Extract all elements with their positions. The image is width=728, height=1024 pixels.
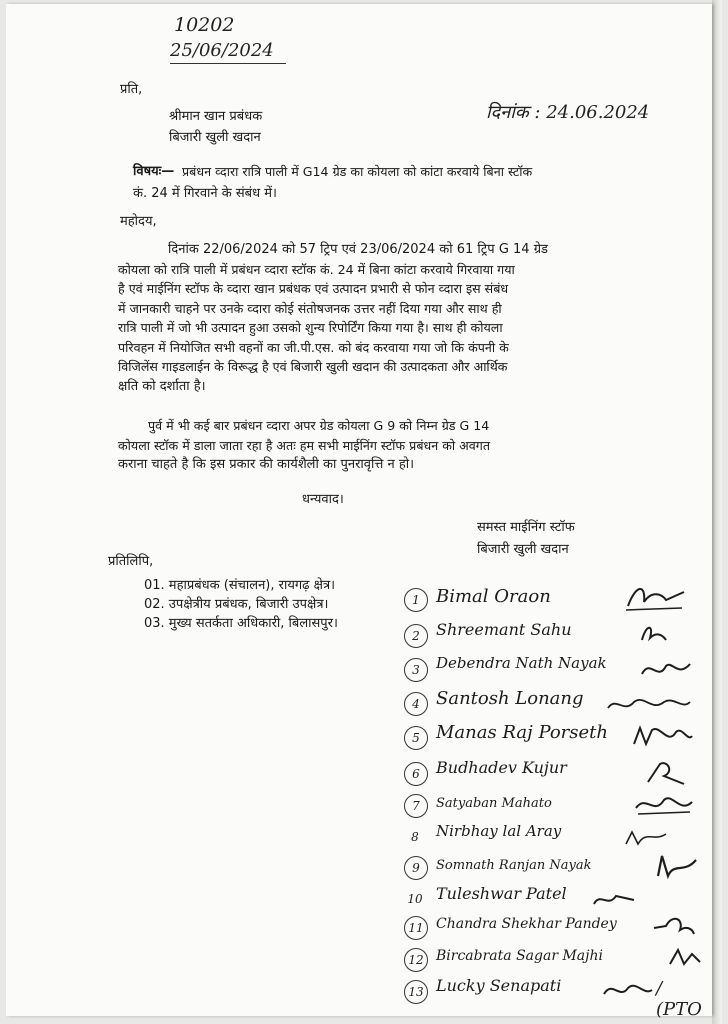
- page-edge-shadow: [712, 0, 722, 1024]
- para1-line: परिवहन में नियोजित सभी वहनों का जी.पी.एस. को बंद करवाया गया जो कि कंपनी के: [118, 339, 509, 355]
- signatory-row: [404, 722, 704, 756]
- signatory-row: [404, 654, 704, 688]
- signatory-number: 3: [404, 658, 428, 682]
- signatory-row: [404, 976, 704, 1020]
- signatory-row: [404, 688, 704, 722]
- copy-to-item: 01. महाप्रबंधक (संचालन), रायगढ़ क्षेत्र।: [144, 578, 336, 593]
- signatory-row: [404, 620, 704, 654]
- signatory-number: 4: [404, 692, 428, 716]
- sender-line-2: बिजारी खुली खदान: [477, 542, 569, 557]
- signatory-number: 11: [404, 916, 428, 940]
- signature-scribble-icon: [604, 690, 694, 720]
- subject-label: विषयः—: [133, 164, 175, 179]
- para1-line: दिनांक 22/06/2024 को 57 ट्रिप एवं 23/06/2024 को 61 ट्रिप G 14 ग्रेड: [168, 242, 548, 257]
- para2-line: कराना चाहते है कि इस प्रकार की कार्यशैली का पुनरावृत्ति न हो।: [118, 457, 415, 472]
- signatory-number: 2: [404, 624, 428, 648]
- signatory-name: Tuleshwar Patel: [436, 884, 567, 903]
- signature-scribble-icon: [644, 758, 692, 790]
- para2-line: पुर्व में भी कई बार प्रबंधन व्दारा अपर ग्रेड कोयला G 9 को निम्न ग्रेड G 14: [148, 418, 490, 433]
- reference-underline: [170, 63, 286, 64]
- signatory-name: Bircabrata Sagar Majhi: [436, 948, 603, 964]
- addressee-line-1: श्रीमान खान प्रबंधक: [169, 109, 263, 124]
- signatory-row: [404, 912, 704, 946]
- signatory-row: [404, 852, 704, 886]
- reference-date: 25/06/2024: [170, 40, 274, 61]
- signature-scribble-icon: [622, 824, 672, 852]
- para1-line: विजिलेंस गाइडलाईन के विरूद्ध है एवं बिजारी खुली खदान की उत्पादकता और आर्थिक: [118, 359, 508, 374]
- signatory-name: Nirbhay lal Aray: [436, 822, 562, 840]
- signatory-name: Bimal Oraon: [436, 586, 551, 607]
- signatory-number: 9: [404, 856, 428, 880]
- para1-line: कोयला को रात्रि पाली में प्रबंधन व्दारा स्टॉक कं. 24 में बिना कांटा करवाये गिरवाया गया: [118, 261, 515, 277]
- signatory-number: 1: [404, 588, 428, 612]
- signatory-name: Budhadev Kujur: [436, 758, 567, 777]
- signature-scribble-icon: [632, 790, 698, 820]
- body-paragraph-2: [118, 416, 624, 475]
- signatory-number: 6: [404, 762, 428, 786]
- signature-scribble-icon: [654, 852, 702, 884]
- signatory-name: Shreemant Sahu: [436, 620, 572, 639]
- signature-scribble-icon: [600, 976, 656, 1006]
- signatory-row: [404, 944, 704, 978]
- signatory-name: Lucky Senapati: [436, 976, 562, 995]
- body-paragraph-1: [118, 240, 624, 396]
- signatory-number: 13: [404, 980, 428, 1004]
- signatory-row: [404, 758, 704, 792]
- letter-page: [6, 4, 712, 1020]
- signatory-number: 5: [404, 726, 428, 750]
- para1-line: रात्रि पाली में जो भी उत्पादन हुआ उसको शुन्य रिपोर्टिंग किया गया है। साथ ही कोयला: [118, 320, 503, 335]
- signatory-number: 8: [411, 830, 419, 844]
- salutation: महोदय,: [120, 214, 157, 229]
- para1-line: है एवं माईनिंग स्टॉफ के व्दारा खान प्रबंधक एवं उत्पादन प्रभारी से फोन व्दारा इस संबंध: [118, 281, 509, 296]
- subject-line-1: प्रबंधन व्दारा रात्रि पाली में G14 ग्रेड का कोयला को कांटा करवाये बिना स्टॉक: [182, 164, 533, 179]
- signatory-number: 7: [404, 794, 428, 818]
- signature-scribble-icon: [666, 946, 704, 972]
- para2-line: कोयला स्टॉक में डाला जाता रहा है अतः हम सभी माईनिंग स्टॉफ प्रबंधन को अवगत: [118, 437, 491, 453]
- para1-line: में जानकारी चाहने पर उनके व्दारा कोई संतोषजनक उत्तर नहीं दिया गया और साथ ही: [118, 300, 502, 316]
- signatory-row: [404, 822, 704, 856]
- signatory-number: 10: [407, 892, 423, 906]
- reference-number: 10202: [174, 14, 235, 36]
- signature-scribble-icon: [590, 886, 640, 914]
- signatory-number: 12: [404, 948, 428, 972]
- copy-to-item: 02. उपक्षेत्रीय प्रबंधक, बिजारी उपक्षेत्र।: [144, 597, 329, 612]
- copy-to-item: 03. मुख्य सतर्कता अधिकारी, बिलासपुर।: [144, 616, 338, 631]
- prati-label: प्रति,: [120, 82, 143, 97]
- signatory-row: [404, 584, 704, 618]
- signatory-name: Satyaban Mahato: [436, 796, 552, 811]
- sender-line-1: समस्त माईनिंग स्टॉफ: [477, 520, 575, 535]
- signature-scribble-icon: [636, 620, 676, 650]
- signature-scribble-icon: [638, 656, 698, 686]
- signature-scribble-icon: [650, 912, 698, 942]
- pto-note: / (PTO: [656, 978, 702, 1020]
- addressee-line-2: बिजारी खुली खदान: [169, 130, 261, 145]
- signatory-name: Santosh Lonang: [436, 688, 584, 709]
- signatory-name: Debendra Nath Nayak: [436, 654, 607, 672]
- signatory-name: Chandra Shekhar Pandey: [436, 916, 617, 932]
- subject-line-2: कं. 24 में गिरवाने के संबंध में।: [133, 186, 277, 201]
- signatory-name: Manas Raj Porseth: [436, 722, 608, 743]
- letter-date: दिनांक : 24.06.2024: [486, 102, 650, 123]
- signature-scribble-icon: [630, 722, 696, 754]
- signatory-name: Somnath Ranjan Nayak: [436, 858, 592, 873]
- para1-line: क्षति को दर्शाता है।: [118, 378, 206, 394]
- copy-to-label: प्रतिलिपि,: [108, 554, 154, 569]
- thanks: धन्यवाद।: [302, 492, 344, 507]
- signatory-row: [404, 790, 704, 824]
- signature-scribble-icon: [622, 580, 692, 616]
